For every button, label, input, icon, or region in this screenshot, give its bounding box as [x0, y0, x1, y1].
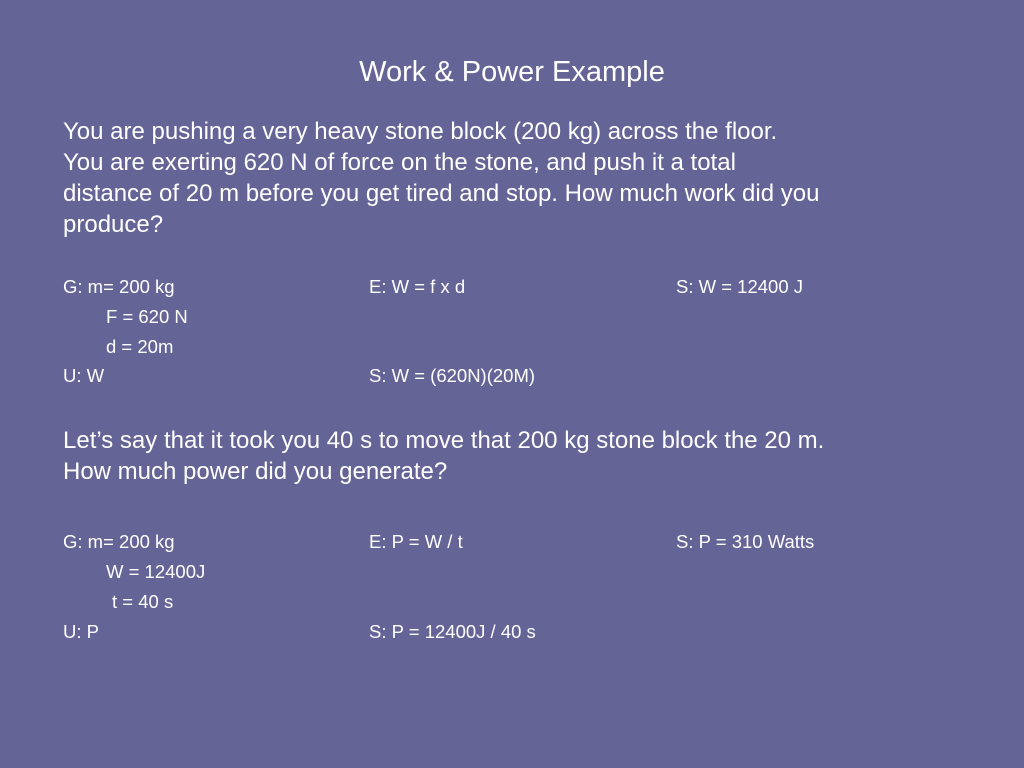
gues-row	[0, 302, 1024, 332]
gues-row	[0, 332, 1024, 362]
statement-line: You are exerting 620 N of force on the stone, and push it a total	[63, 149, 736, 176]
substitution-work: S: W = (620N)(20M)	[369, 365, 536, 386]
equation-work: E: W = f x d	[369, 276, 466, 297]
equation-power: E: P = W / t	[369, 531, 463, 552]
solution-work: S: W = 12400 J	[676, 276, 803, 297]
statement-line: How much power did you generate?	[63, 458, 448, 485]
gues-row	[0, 527, 1024, 557]
given-mass: G: m= 200 kg	[63, 276, 175, 297]
given-distance: d = 20m	[106, 336, 174, 357]
work-problem-statement	[63, 116, 993, 240]
statement-line: Let’s say that it took you 40 s to move that 200 kg stone block the 20 m.	[63, 427, 825, 454]
solution-power: S: P = 310 Watts	[676, 531, 815, 552]
substitution-power: S: P = 12400J / 40 s	[369, 621, 536, 642]
unknown-work: U: W	[63, 365, 105, 386]
slide-title: Work & Power Example	[359, 56, 665, 88]
gues-row	[0, 557, 1024, 587]
unknown-power: U: P	[63, 621, 99, 642]
gues-row	[0, 361, 1024, 391]
gues-row	[0, 272, 1024, 302]
given-force: F = 620 N	[106, 306, 188, 327]
given-time: t = 40 s	[112, 591, 174, 612]
statement-line: distance of 20 m before you get tired and stop. How much work did you	[63, 180, 820, 207]
statement-line: produce?	[63, 211, 164, 238]
power-problem-statement	[63, 425, 993, 487]
gues-row	[0, 587, 1024, 617]
statement-line: You are pushing a very heavy stone block (200 kg) across the floor.	[63, 118, 778, 145]
given-work: W = 12400J	[106, 561, 206, 582]
given-mass: G: m= 200 kg	[63, 531, 175, 552]
gues-row	[0, 617, 1024, 647]
